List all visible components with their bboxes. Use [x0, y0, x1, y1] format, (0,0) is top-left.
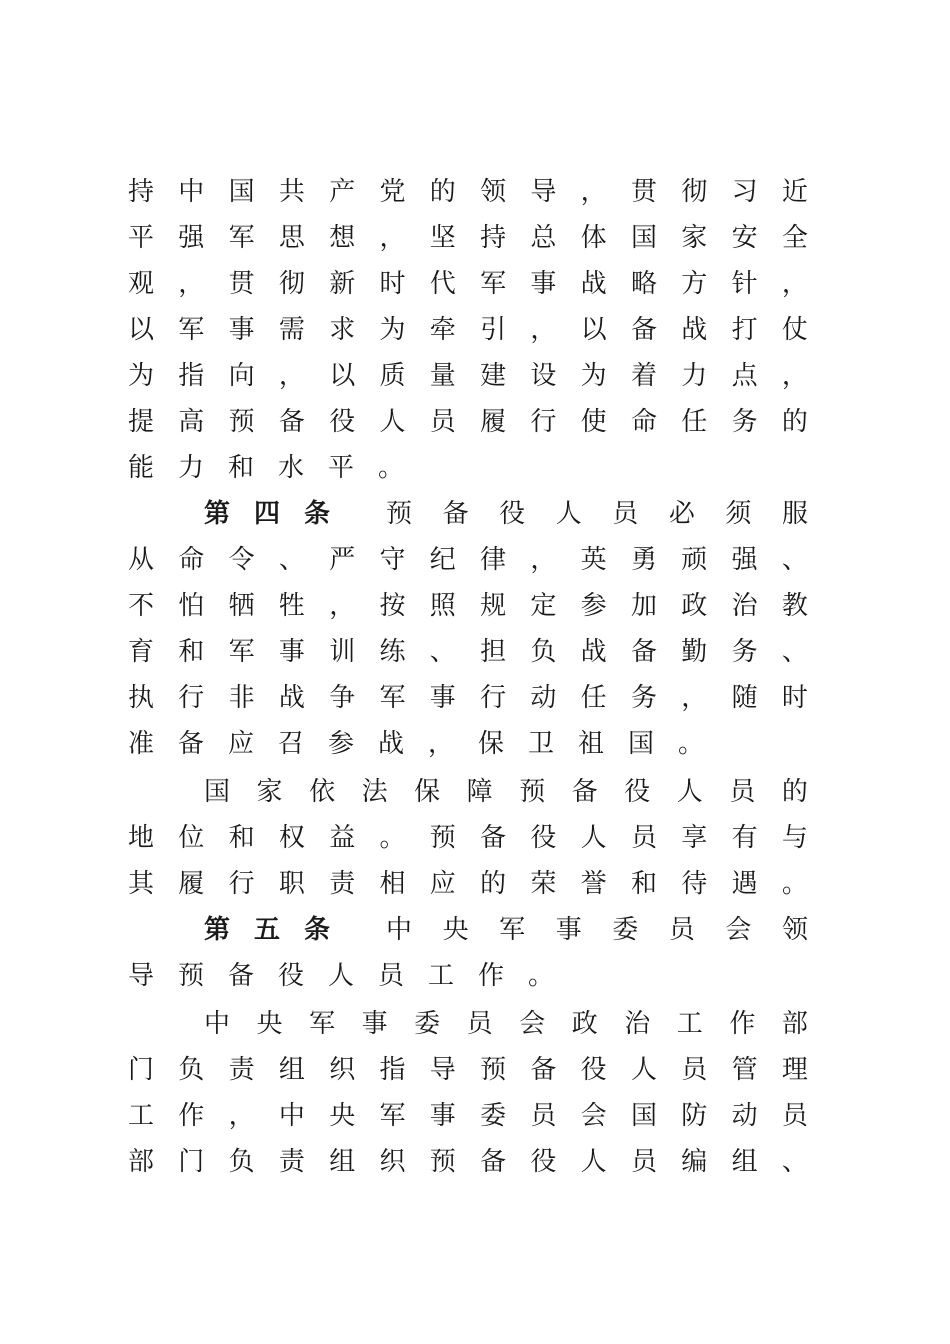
- text-line: 工 作 ， 中 央 军 事 委 员 会 国 防 动 员: [128, 1101, 808, 1131]
- text-line: 为 指 向 ， 以 质 量 建 设 为 着 力 点 ，: [128, 361, 808, 391]
- text-line: 育 和 军 事 训 练 、 担 负 战 备 勤 务 、: [128, 637, 808, 667]
- text-line: 观 ， 贯 彻 新 时 代 军 事 战 略 方 针 ，: [128, 269, 808, 299]
- text-line: 部 门 负 责 组 织 预 备 役 人 员 编 组 、: [128, 1147, 808, 1177]
- text-line: 以 军 事 需 求 为 牵 引 ， 以 备 战 打 仗: [128, 315, 808, 345]
- article-heading: 第 五 条: [204, 915, 331, 945]
- article-heading: 第 四 条: [204, 499, 331, 529]
- article-4-first-line: [204, 498, 808, 530]
- article-5-first-line: [204, 914, 808, 946]
- text-line: 能 力 和 水 平 。: [128, 453, 405, 483]
- article-text: 预 备 役 人 员 必 须 服: [386, 499, 808, 529]
- text-line: 导 预 备 役 人 员 工 作 。: [128, 961, 555, 991]
- text-line: 从 命 令 、 严 守 纪 律 ， 英 勇 顽 强 、: [128, 545, 808, 575]
- text-line: 门 负 责 组 织 指 导 预 备 役 人 员 管 理: [128, 1055, 808, 1085]
- text-line: 平 强 军 思 想 ， 坚 持 总 体 国 家 安 全: [128, 223, 808, 253]
- text-line: 中 央 军 事 委 员 会 政 治 工 作 部: [204, 1009, 808, 1039]
- text-line: 准 备 应 召 参 战 ， 保 卫 祖 国 。: [128, 729, 705, 759]
- text-line: 执 行 非 战 争 军 事 行 动 任 务 ， 随 时: [128, 683, 808, 713]
- text-line: 国 家 依 法 保 障 预 备 役 人 员 的: [204, 777, 808, 807]
- article-text: 中 央 军 事 委 员 会 领: [386, 915, 808, 945]
- text-line: 持 中 国 共 产 党 的 领 导 ， 贯 彻 习 近: [128, 177, 808, 207]
- text-line: 地 位 和 权 益 。 预 备 役 人 员 享 有 与: [128, 823, 808, 853]
- text-line: 不 怕 牺 牲 ， 按 照 规 定 参 加 政 治 教: [128, 591, 808, 621]
- text-line: 提 高 预 备 役 人 员 履 行 使 命 任 务 的: [128, 407, 808, 437]
- text-line: 其 履 行 职 责 相 应 的 荣 誉 和 待 遇 。: [128, 869, 808, 899]
